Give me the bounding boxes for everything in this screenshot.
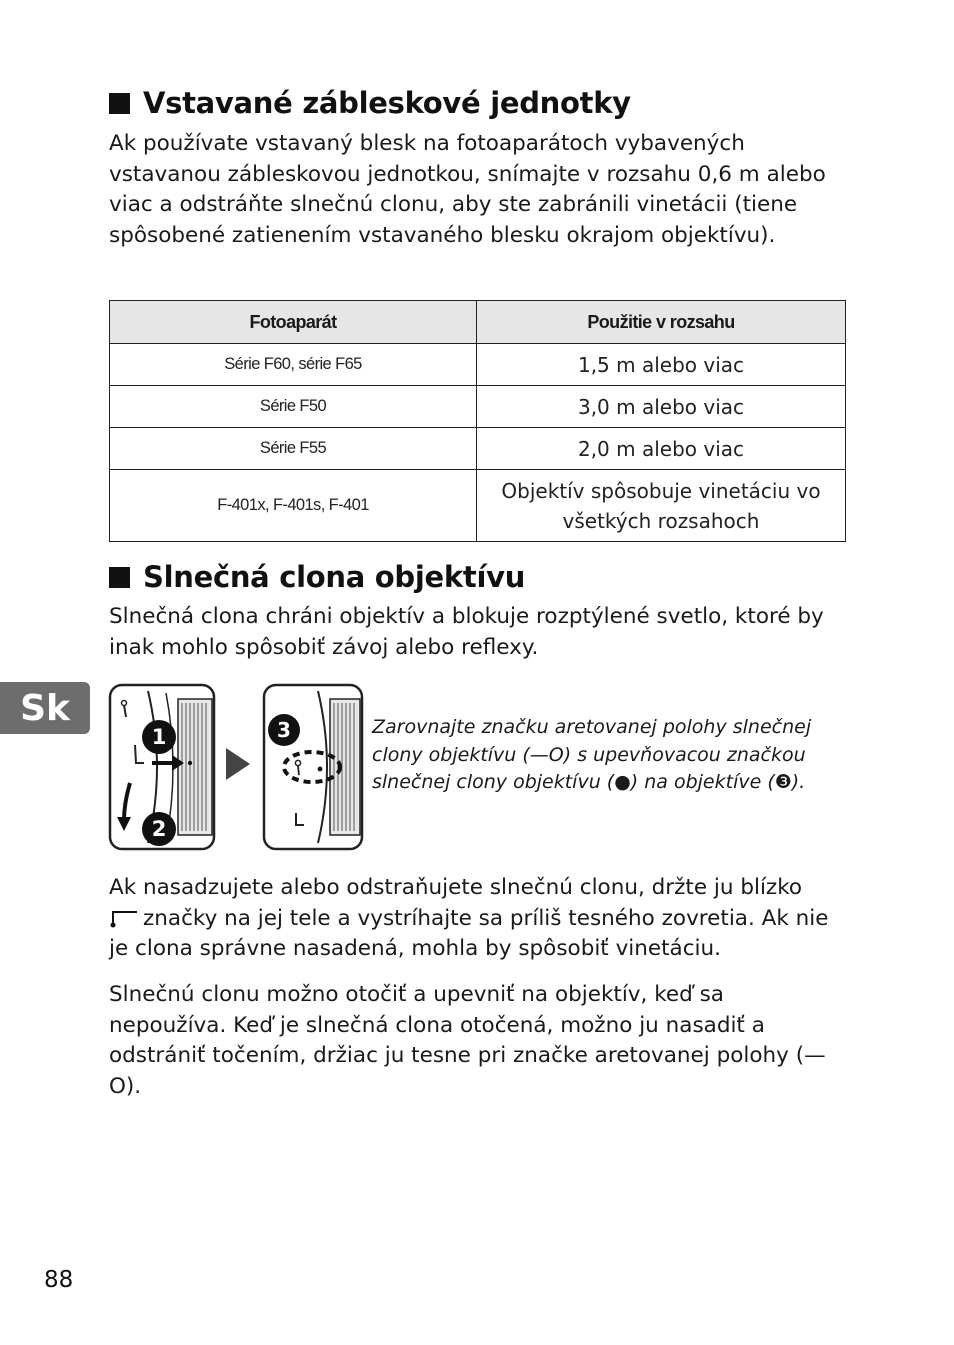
table-cell-camera: Série F50 [110, 386, 477, 428]
hood-index-mark-icon [109, 908, 139, 928]
page-number: 88 [44, 1267, 74, 1293]
figure-caption: Zarovnajte značku aretovanej polohy slnečnej clony objektívu (—O) s upevňovacou značkou slnečnej clony objektívu (●) na objektíve (❸). [372, 716, 812, 793]
hood-aligned-illustration [262, 683, 364, 851]
table-cell-range: Objektív spôsobuje vinetáciu vo všetkých rozsahoch [477, 470, 846, 542]
table-cell-range: 2,0 m alebo viac [477, 428, 846, 470]
svg-text:3: 3 [277, 718, 291, 742]
table-cell-camera: Série F55 [110, 428, 477, 470]
section-heading-lens-hood [109, 560, 525, 594]
svg-text:1: 1 [151, 725, 167, 749]
square-bullet-icon [109, 93, 130, 114]
table-header-row [110, 301, 846, 344]
table-cell-camera: Série F60, série F65 [110, 344, 477, 386]
built-in-flash-paragraph: Ak používate vstavaný blesk na fotoaparátoch vybavených vstavanou zábleskovou jednotkou, snímajte v rozsahu 0,6 m alebo viac a odstráňte slnečnú clonu, aby ste zabránili vinetácii (tiene spôsobené zatienením vstavaného blesku okrajom objektívu). [109, 131, 826, 248]
table-header-range: Použitie v rozsahu [477, 301, 846, 344]
camera-range-table [109, 300, 846, 542]
table-cell-range: 1,5 m alebo viac [477, 344, 846, 386]
hood-reverse-paragraph: Slnečnú clonu možno otočiť a upevniť na objektív, keď sa nepoužíva. Keď je slnečná clona otočená, možno ju nasadiť a odstrániť točením, držiac ju tesne pri značke aretovanej polohy (—O). [109, 982, 826, 1099]
section-heading-built-in-flash [109, 86, 631, 120]
table-row [110, 344, 846, 386]
next-step-arrow-icon [224, 746, 252, 782]
step-2-icon [140, 810, 178, 848]
paragraph-line: Ak nasadzujete alebo odstraňujete slnečnú clonu, držte ju blízko [109, 875, 803, 900]
paragraph-line: značky na jej tele a vystríhajte sa príliš tesného zovretia. Ak nie [109, 904, 849, 935]
table-cell-range: 3,0 m alebo viac [477, 386, 846, 428]
table-row [110, 470, 846, 542]
table-row [110, 428, 846, 470]
square-bullet-icon [109, 567, 130, 588]
section-title: Slnečná clona objektívu [143, 560, 526, 594]
section-title: Vstavané zábleskové jednotky [143, 86, 631, 120]
lens-hood-paragraph: Slnečná clona chráni objektív a blokuje rozptýlené svetlo, ktoré by inak mohlo spôsobiť závoj alebo reflexy. [109, 604, 824, 660]
step-3-icon [266, 712, 302, 748]
step-1-icon [140, 718, 178, 756]
language-tab: Sk [0, 682, 90, 734]
table-header-camera: Fotoaparát [110, 301, 477, 344]
table-cell-camera: F-401x, F-401s, F-401 [110, 470, 477, 542]
paragraph-line: je clona správne nasadená, mohla by spôsobiť vinetáciu. [109, 936, 721, 961]
svg-text:2: 2 [151, 817, 167, 841]
hood-handling-paragraph [109, 873, 849, 965]
table-row [110, 386, 846, 428]
